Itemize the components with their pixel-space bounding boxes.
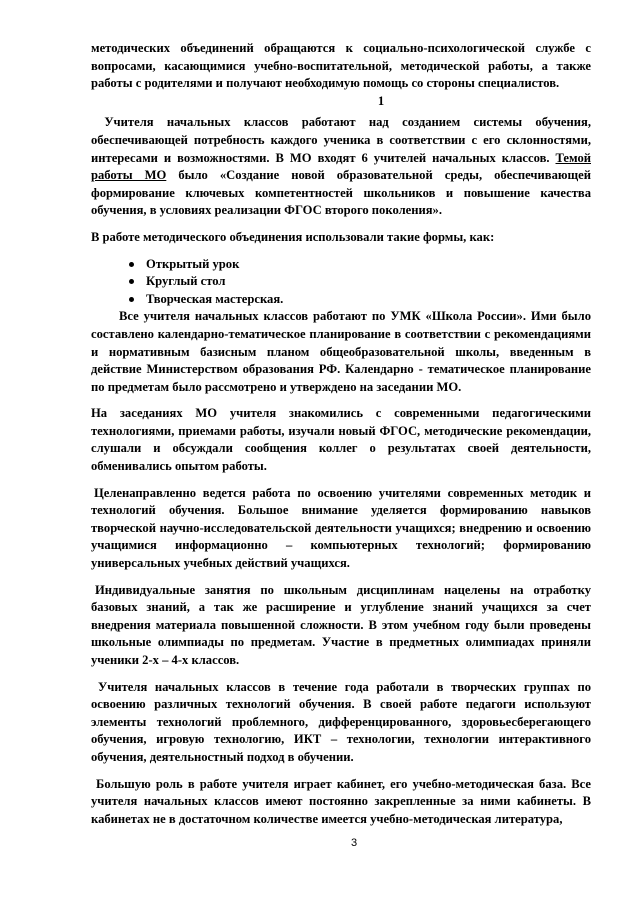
groups-paragraph: Учителя начальных классов в течение года работали в творческих группах по освоению различных технологий обучения. В своей работе педагоги используют элементы технологий проблемного, дифференцированного, здоровьесберегающего обучения, игровую технологию, ИКТ – технологии, технологии интерактивного обучения, деятельностный подход в обучении. xyxy=(91,679,591,764)
theme-label: Темой работы МО xyxy=(91,150,591,183)
intro-paragraph: методических объединений обращаются к социально-психологической службе с вопросами, касающимися учебно-воспитательной, методической работы, а также работы с родителями и получают необходимую помощь со стороны специалистов. xyxy=(91,41,591,91)
list-item-label: Круглый стол xyxy=(146,274,226,289)
list-item xyxy=(129,256,591,274)
document-page xyxy=(91,40,591,828)
teachers-paragraph xyxy=(91,114,591,220)
forms-intro: В работе методического объединения использовали такие формы, как: xyxy=(91,229,495,244)
list-item xyxy=(129,291,591,309)
bullet-icon xyxy=(129,279,134,284)
list-item-label: Творческая мастерская. xyxy=(146,291,284,306)
teachers-paragraph-end: было «Создание новой образовательной среды, обеспечивающей формирование ключевых компетентностей школьников и повышение качества обучения, в условиях реализации ФГОС второго поколения». xyxy=(91,168,591,218)
meetings-paragraph: На заседаниях МО учителя знакомились с современными педагогическими технологиями, приемами работы, изучали новый ФГОС, методические рекомендации, слушали и обсуждали сообщения коллег о результатах своей деятельности, обменивались опытом работы. xyxy=(91,406,591,474)
umk-paragraph: Все учителя начальных классов работают по УМК «Школа России». Ими было составлено календарно-тематическое планирование в соответствии с рекомендациями и нормативным базисным планом общеобразовательной школы, введенным в действие Министерством образования РФ. Календарно - тематическое планирование по предметам было рассмотрено и утверждено на заседании МО. xyxy=(91,309,591,394)
page-number: 3 xyxy=(350,837,358,849)
teachers-paragraph-start: Учителя начальных классов работают над созданием системы обучения, обеспечивающей потребность каждого ученика в соответствии с его склонностями, интересами и возможностями. В МО входят 6 учителей начальных классов. xyxy=(91,115,591,165)
methods-paragraph: Целенаправленно ведется работа по освоению учителями современных методик и технологий обучения. Большое внимание уделяется формированию навыков творческой научно-исследовательской деятельности учащихся; внедрению и освоению учащимися информационно – компьютерных технологий; формированию универсальных учебных действий учащихся. xyxy=(91,485,591,571)
individual-paragraph: Индивидуальные занятия по школьным дисциплинам нацелены на отработку базовых знаний, а так же расширение и углубление знаний учащихся за счет внедрения материала повышенной сложности. В этом учебном году были проведены школьные олимпиады по предметам. Участие в предметных олимпиадах приняли ученики 2-х – 4-х классов. xyxy=(91,582,591,667)
forms-list xyxy=(91,256,591,309)
bullet-icon xyxy=(129,297,134,302)
cabinet-paragraph: Большую роль в работе учителя играет кабинет, его учебно-методическая база. Все учителя начальных классов имеют постоянно закрепленные за ними кабинеты. В кабинетах не в достаточном количестве имеется учебно-методическая литература, xyxy=(91,776,591,826)
section-number: 1 xyxy=(377,93,385,108)
list-item xyxy=(129,273,591,291)
list-item-label: Открытый урок xyxy=(146,256,240,271)
bullet-icon xyxy=(129,262,134,267)
